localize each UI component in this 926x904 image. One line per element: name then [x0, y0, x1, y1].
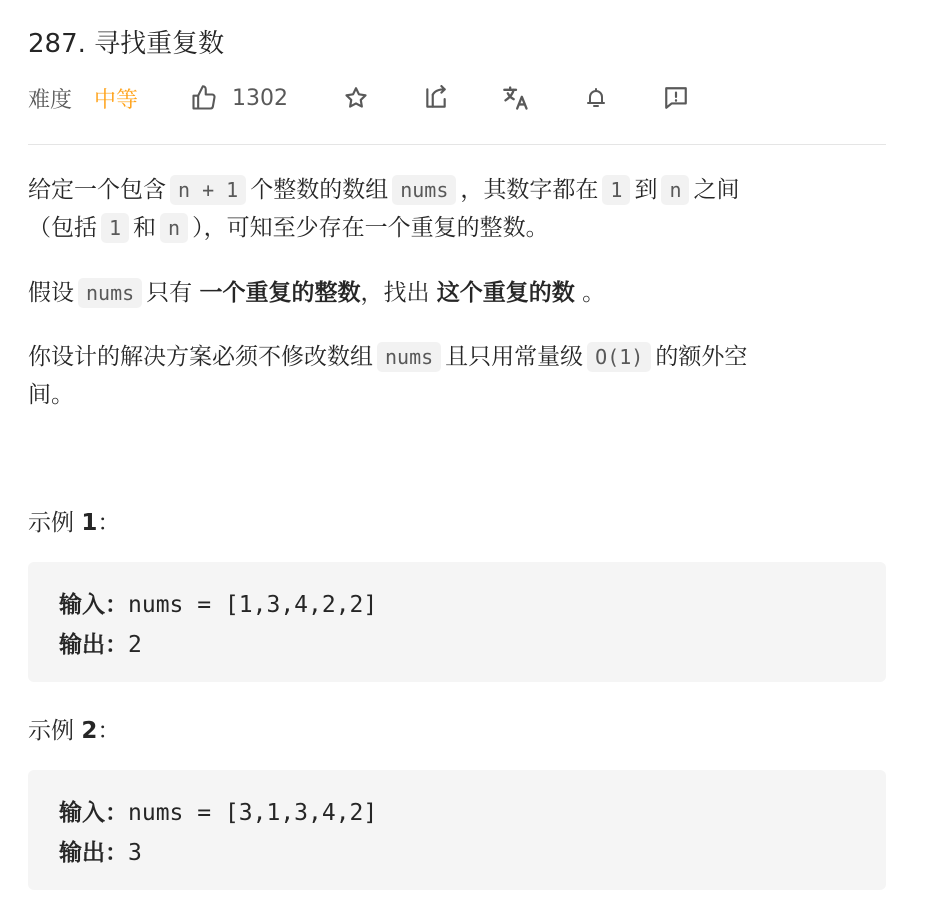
text: 假设	[28, 280, 74, 306]
difficulty-label: 难度	[28, 87, 73, 113]
example-number: 2	[81, 718, 98, 744]
example-number: 1	[81, 510, 98, 536]
text: 你设计的解决方案必须不修改数组	[28, 344, 373, 370]
example-1-heading	[28, 504, 120, 537]
bell-icon	[584, 85, 608, 111]
text: ），可知至少存在一个重复的整数。	[192, 215, 549, 241]
input-label: 输入：	[59, 800, 128, 826]
example-output-line	[59, 626, 142, 659]
input-value: nums = [1,3,4,2,2]	[128, 592, 378, 618]
text: 和	[133, 215, 157, 241]
translate-icon	[502, 84, 530, 112]
problem-meta-bar	[28, 80, 692, 116]
text: 间。	[28, 382, 74, 408]
inline-code: 1	[101, 213, 129, 243]
example-2-heading	[28, 712, 120, 745]
output-label: 输出：	[59, 840, 128, 866]
example-input-line	[59, 794, 377, 827]
text: ：	[97, 718, 121, 744]
inline-code: n	[661, 175, 689, 205]
problem-title: 287. 寻找重复数	[28, 29, 225, 59]
example-output-line	[59, 834, 142, 867]
bold-text: 一个重复的整数	[199, 280, 361, 306]
feedback-button[interactable]	[660, 82, 692, 114]
difficulty-badge: 中等	[94, 87, 139, 113]
description-paragraph-1	[28, 171, 886, 247]
text: 给定一个包含	[28, 177, 166, 203]
text: 个整数的数组	[250, 177, 389, 203]
text: 示例	[28, 718, 74, 744]
text: 只有	[146, 280, 193, 306]
text: 的额外空	[655, 344, 748, 370]
text: 且只用常量级	[445, 344, 584, 370]
inline-code: n	[160, 213, 188, 243]
star-icon	[343, 85, 369, 111]
text: ：	[97, 510, 121, 536]
thumbs-up-icon	[190, 84, 232, 112]
text: 。	[582, 280, 606, 306]
translate-button[interactable]	[500, 82, 532, 114]
inline-code: nums	[78, 278, 142, 308]
description-paragraph-3	[28, 338, 886, 414]
output-label: 输出：	[59, 632, 128, 658]
bold-text: 这个重复的数	[436, 280, 575, 306]
header-divider	[28, 144, 886, 145]
share-icon	[423, 85, 449, 111]
like-count: 1302	[232, 85, 289, 111]
example-1-block	[28, 562, 886, 682]
input-value: nums = [3,1,3,4,2]	[128, 800, 378, 826]
text: ，其数字都在	[460, 177, 599, 203]
feedback-icon	[663, 85, 689, 111]
text: 示例	[28, 510, 74, 536]
like-button[interactable]	[190, 84, 288, 112]
example-2-block	[28, 770, 886, 890]
description-paragraph-2	[28, 274, 886, 312]
share-button[interactable]	[420, 82, 452, 114]
inline-code: n + 1	[170, 175, 246, 205]
output-value: 2	[128, 632, 142, 658]
inline-code: 1	[602, 175, 630, 205]
inline-code: nums	[392, 175, 456, 205]
example-input-line	[59, 586, 377, 619]
inline-code: O(1)	[587, 342, 651, 372]
subscribe-button[interactable]	[580, 82, 612, 114]
favorite-button[interactable]	[340, 82, 372, 114]
text: 到	[634, 177, 658, 203]
inline-code: nums	[377, 342, 441, 372]
text: （包括	[28, 215, 97, 241]
output-value: 3	[128, 840, 142, 866]
input-label: 输入：	[59, 592, 128, 618]
text: 之间	[693, 177, 740, 203]
text: ，找出	[360, 280, 430, 306]
